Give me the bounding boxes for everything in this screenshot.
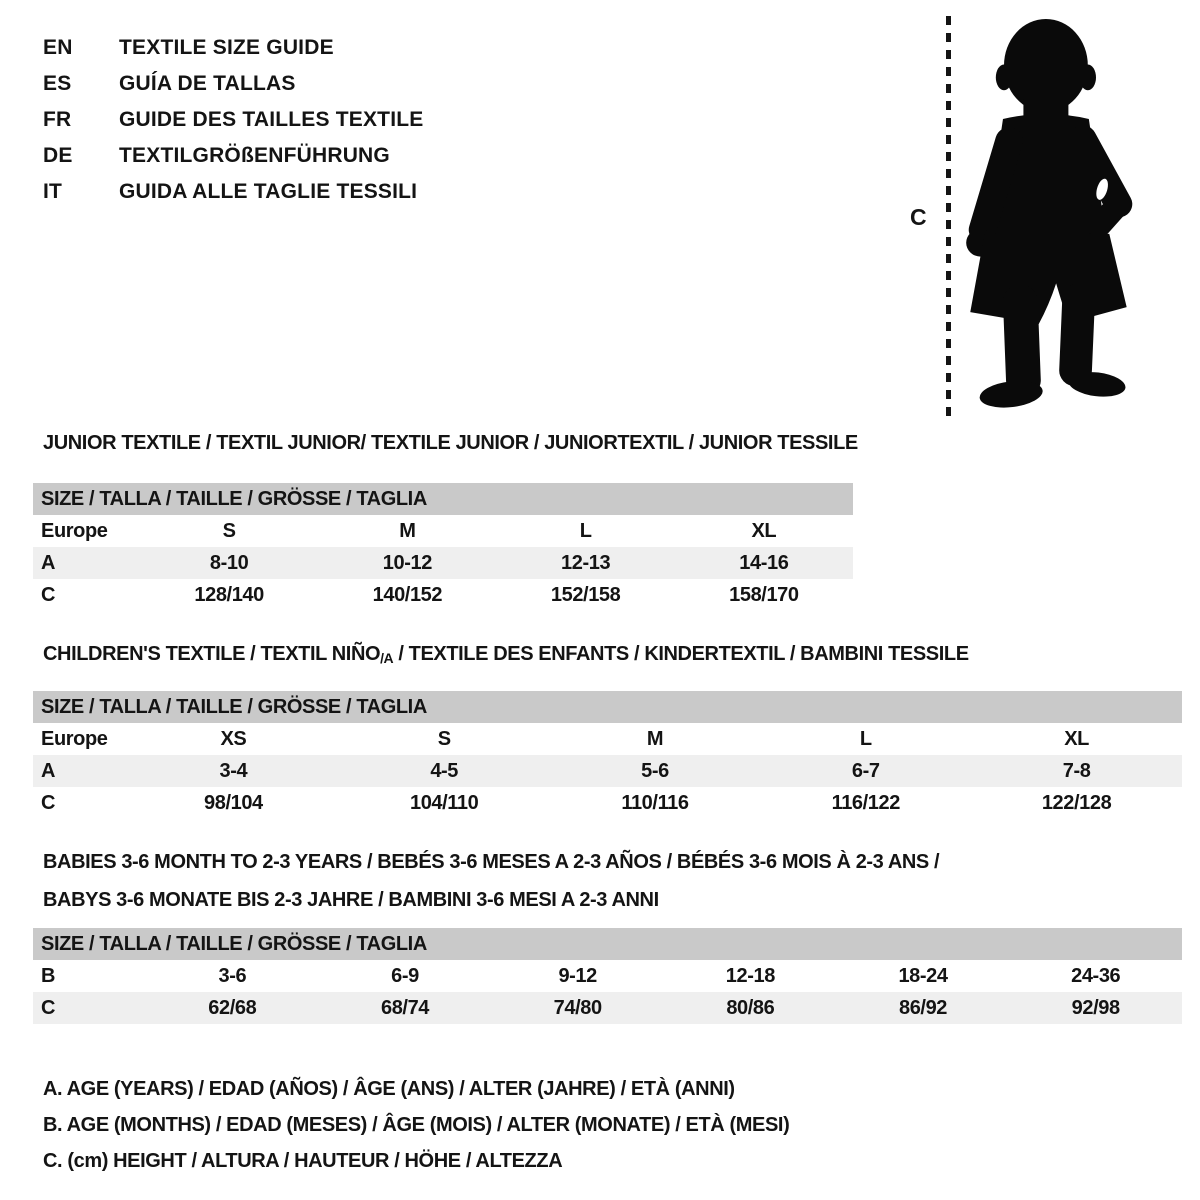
age-cell: 4-5	[430, 759, 459, 782]
height-cell: 110/116	[621, 791, 689, 814]
height-cell: 74/80	[553, 996, 602, 1019]
table-row-age	[33, 547, 853, 579]
size-cell: S	[437, 727, 451, 750]
language-row-fr	[43, 102, 423, 138]
months-cell: 6-9	[391, 964, 419, 987]
row-label: Europe	[41, 727, 108, 750]
language-row-it	[43, 174, 423, 210]
guide-title: GUIDE DES TAILLES TEXTILE	[119, 108, 424, 131]
table-row-months	[33, 960, 1182, 992]
size-header-row: SIZE / TALLA / TAILLE / GRÖSSE / TAGLIA	[33, 928, 1182, 960]
months-cell: 18-24	[898, 964, 948, 987]
table-row-height	[33, 992, 1182, 1024]
row-label: C	[41, 996, 56, 1019]
height-cell: 152/158	[550, 583, 621, 606]
table-row-europe	[33, 723, 1182, 755]
junior-size-table	[33, 483, 853, 611]
height-cell: 68/74	[380, 996, 430, 1019]
children-title-text: / TEXTILE DES ENFANTS / KINDERTEXTIL / BAMBINI TESSILE	[393, 643, 969, 665]
guide-title: GUIDA ALLE TAGLIE TESSILI	[119, 180, 418, 203]
size-header-row: SIZE / TALLA / TAILLE / GRÖSSE / TAGLIA	[33, 483, 853, 515]
toddler-silhouette-icon	[958, 14, 1142, 420]
row-label: B	[41, 964, 56, 987]
language-code: FR	[43, 108, 72, 131]
children-section-title	[43, 642, 969, 670]
months-cell: 9-12	[558, 964, 597, 987]
guide-title: GUÍA DE TALLAS	[119, 72, 296, 95]
babies-title-line2: BABYS 3-6 MONATE BIS 2-3 JAHRE / BAMBINI 3-6 MESI A 2-3 ANNI	[43, 889, 659, 911]
size-cell: M	[646, 727, 664, 750]
age-cell: 8-10	[209, 551, 249, 574]
age-cell: 5-6	[641, 759, 669, 782]
height-cell: 98/104	[204, 791, 263, 814]
table-row-height	[33, 579, 853, 611]
height-cell: 140/152	[372, 583, 443, 606]
table-row-age	[33, 755, 1182, 787]
guide-title: TEXTILGRÖßENFÜHRUNG	[119, 144, 390, 167]
legend-line-a: A. AGE (YEARS) / EDAD (AÑOS) / ÂGE (ANS) / ALTER (JAHRE) / ETÀ (ANNI)	[43, 1078, 735, 1100]
age-cell: 6-7	[851, 759, 880, 782]
legend	[43, 1071, 789, 1179]
age-cell: 12-13	[561, 551, 611, 574]
size-cell: L	[579, 519, 592, 542]
legend-line-c: C. (cm) HEIGHT / ALTURA / HAUTEUR / HÖHE / ALTEZZA	[43, 1150, 563, 1172]
children-title-text: CHILDREN'S TEXTILE / TEXTIL NIÑO	[43, 643, 381, 665]
age-cell: 3-4	[219, 759, 248, 782]
guide-title: TEXTILE SIZE GUIDE	[119, 36, 334, 59]
row-label: A	[41, 759, 56, 782]
language-code: IT	[43, 180, 63, 203]
height-measure-label: C	[910, 204, 927, 230]
language-title-list	[43, 30, 423, 210]
height-cell: 104/110	[409, 791, 479, 814]
language-code: ES	[43, 72, 72, 95]
height-cell: 92/98	[1071, 996, 1120, 1019]
size-cell: XL	[751, 519, 777, 542]
height-cell: 80/86	[726, 996, 775, 1019]
age-cell: 14-16	[739, 551, 789, 574]
size-cell: L	[859, 727, 872, 750]
months-cell: 12-18	[725, 964, 775, 987]
height-dashed-line	[946, 16, 951, 416]
babies-section-title	[43, 843, 939, 919]
height-cell: 128/140	[194, 583, 264, 606]
size-cell: XS	[220, 727, 247, 750]
language-code: EN	[43, 36, 73, 59]
size-cell: S	[222, 519, 236, 542]
table-row-europe	[33, 515, 853, 547]
size-cell: XL	[1064, 727, 1089, 750]
months-cell: 3-6	[218, 964, 247, 987]
babies-title-line1: BABIES 3-6 MONTH TO 2-3 YEARS / BEBÉS 3-6 MESES A 2-3 AÑOS / BÉBÉS 3-6 MOIS À 2-3 ANS /	[43, 851, 940, 873]
row-label: C	[41, 583, 56, 606]
children-size-table	[33, 691, 1182, 819]
age-cell: 7-8	[1062, 759, 1091, 782]
children-title-subscript: /A	[380, 650, 394, 666]
language-row-es	[43, 66, 423, 102]
size-header-row: SIZE / TALLA / TAILLE / GRÖSSE / TAGLIA	[33, 691, 1182, 723]
row-label: A	[41, 551, 56, 574]
babies-size-table	[33, 928, 1182, 1024]
height-cell: 62/68	[208, 996, 257, 1019]
height-cell: 122/128	[1041, 791, 1112, 814]
junior-section-title: JUNIOR TEXTILE / TEXTIL JUNIOR/ TEXTILE JUNIOR / JUNIORTEXTIL / JUNIOR TESSILE	[43, 432, 858, 454]
height-cell: 86/92	[898, 996, 948, 1019]
legend-line-b: B. AGE (MONTHS) / EDAD (MESES) / ÂGE (MOIS) / ALTER (MONATE) / ETÀ (MESI)	[43, 1114, 790, 1136]
language-row-de	[43, 138, 423, 174]
age-cell: 10-12	[382, 551, 432, 574]
table-row-height	[33, 787, 1182, 819]
row-label: Europe	[41, 519, 108, 542]
height-cell: 116/122	[831, 791, 900, 814]
size-cell: M	[399, 519, 416, 542]
height-cell: 158/170	[729, 583, 799, 606]
language-row-en	[43, 30, 423, 66]
row-label: C	[41, 791, 56, 814]
months-cell: 24-36	[1071, 964, 1121, 987]
language-code: DE	[43, 144, 73, 167]
